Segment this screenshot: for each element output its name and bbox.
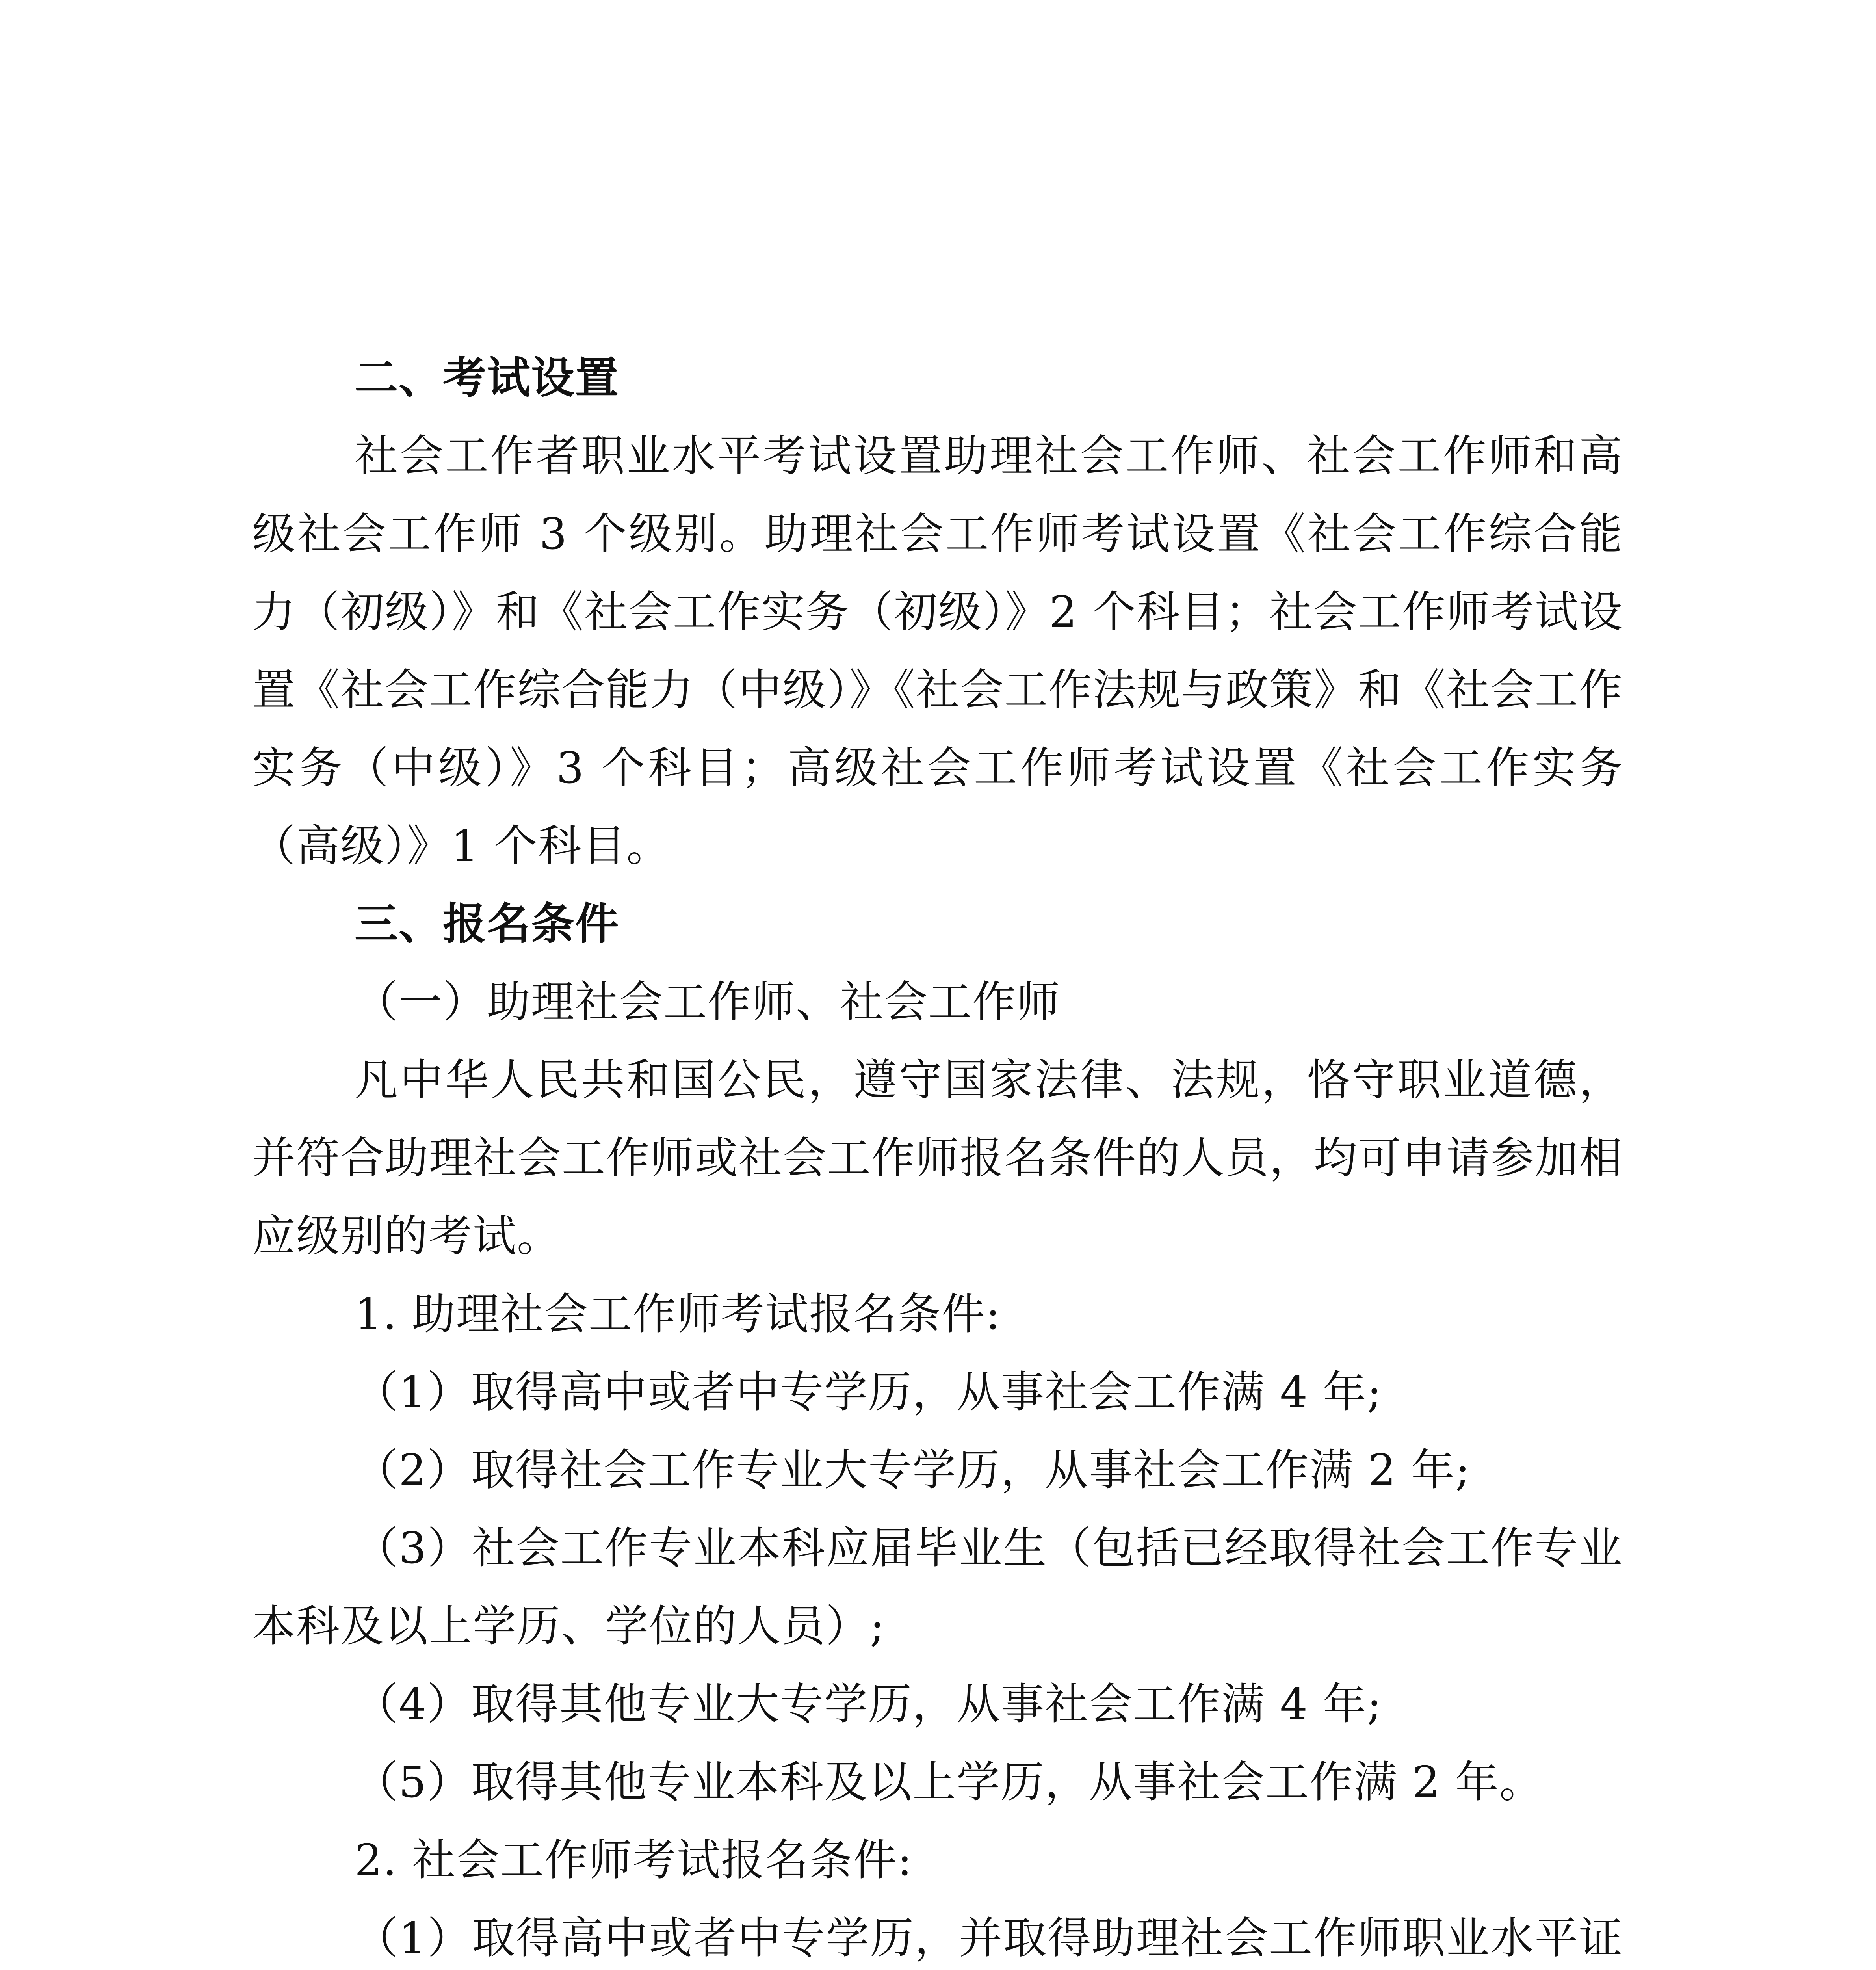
paragraph-exam-setup: 社会工作者职业水平考试设置助理社会工作师、社会工作师和高级社会工作师 3 个级别。助理社会工作师考试设置《社会工作综合能力（初级）》和《社会工作实务（初级）》2 个科目；社会工作师考试设置《社会工作综合能力（中级）》《社会工作法规与政策》和《社会工作实务（中级）》3 个科目；高级社会工作师考试设置《社会工作实务（高级）》1 个科目。 xyxy=(252,431,1623,871)
list-title-social-worker-conditions: 2. 社会工作师考试报名条件: xyxy=(355,1835,913,1885)
list-item: （4）取得其他专业大专学历，从事社会工作满 4 年; xyxy=(355,1679,1382,1729)
section-heading-exam-setup: 二、考试设置 xyxy=(355,353,619,403)
list-item: （3）社会工作专业本科应届毕业生（包括已经取得社会工作专业本科及以上学历、学位的人员）; xyxy=(252,1523,1623,1651)
list-item: （1）取得高中或者中专学历，并取得助理社会工作师职业水平证 xyxy=(355,1913,1623,1963)
subheading-assistant-and-social-worker: （一）助理社会工作师、社会工作师 xyxy=(355,977,1061,1027)
document-body xyxy=(252,339,1623,1970)
list-item: （1）取得高中或者中专学历，从事社会工作满 4 年; xyxy=(355,1367,1382,1417)
list-item: （5）取得其他专业本科及以上学历，从事社会工作满 2 年。 xyxy=(355,1757,1544,1807)
list-item: （2）取得社会工作专业大专学历，从事社会工作满 2 年; xyxy=(355,1445,1471,1495)
list-title-assistant-conditions: 1. 助理社会工作师考试报名条件: xyxy=(355,1289,1001,1339)
paragraph-eligibility: 凡中华人民共和国公民，遵守国家法律、法规，恪守职业道德，并符合助理社会工作师或社会工作师报名条件的人员，均可申请参加相应级别的考试。 xyxy=(252,1055,1623,1261)
section-heading-registration: 三、报名条件 xyxy=(355,899,619,949)
